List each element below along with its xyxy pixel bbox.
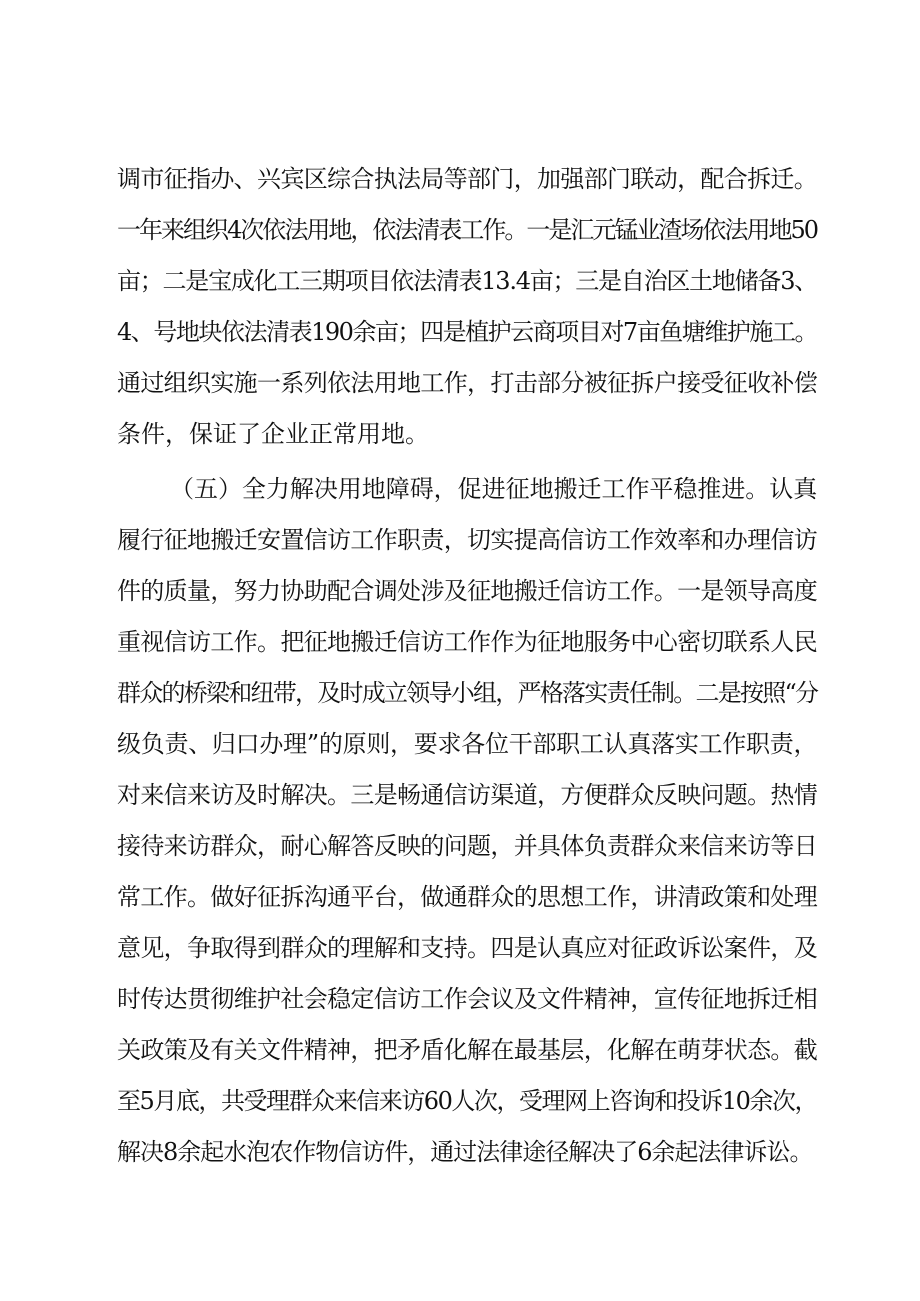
text-line: 群众的桥梁和纽带，及时成立领导小组，严格落实责任制。二是按照“分 [117,679,818,707]
text-line: 意见，争取得到群众的理解和支持。四是认真应对征政诉讼案件，及 [117,934,817,962]
text-line: 时传达贯彻维护社会稳定信访工作会议及文件精神，宣传征地拆迁相 [117,985,817,1013]
text-line: 条件，保证了企业正常用地。 [117,420,429,448]
text-line: 通过组织实施一系列依法用地工作，打击部分被征拆户接受征收补偿 [117,369,817,397]
text-line: 重视信访工作。把征地搬迁信访工作作为征地服务中心密切联系人民 [117,628,817,656]
text-line: 4、号地块依法清表190余亩；四是植护云商项目对7亩鱼塘维护施工。 [117,318,817,346]
text-line: 级负责、归口办理”的原则，要求各位干部职工认真落实工作职责， [117,730,817,758]
body-text [117,154,817,1178]
text-line: 至5月底，共受理群众来信来访60人次，受理网上咨询和投诉10余次， [117,1087,817,1115]
text-line: 调市征指办、兴宾区综合执法局等部门，加强部门联动，配合拆迁。 [117,165,817,193]
text-line: 件的质量，努力协助配合调处涉及征地搬迁信访工作。一是领导高度 [117,577,817,605]
text-line: 常工作。做好征拆沟通平台，做通群众的思想工作，讲清政策和处理 [117,883,817,911]
text-line: 关政策及有关文件精神，把矛盾化解在最基层，化解在萌芽状态。截 [117,1036,817,1064]
text-line: 履行征地搬迁安置信访工作职责，切实提高信访工作效率和办理信访 [117,526,817,554]
text-line: 对来信来访及时解决。三是畅通信访渠道，方便群众反映问题。热情 [117,781,817,809]
text-line-indented: （五）全力解决用地障碍，促进征地搬迁工作平稳推进。认真 [170,475,817,503]
text-line: 接待来访群众，耐心解答反映的问题，并具体负责群众来信来访等日 [117,832,817,860]
text-line: 一年来组织4次依法用地，依法清表工作。一是汇元锰业渣场依法用地50 [117,216,817,244]
paragraph-1 [117,154,817,460]
paragraph-2 [117,464,817,1178]
text-line: 解决8余起水泡农作物信访件，通过法律途径解决了6余起法律诉讼。 [117,1138,813,1166]
text-line: 亩；二是宝成化工三期项目依法清表13.4亩；三是自治区土地储备3、 [117,267,817,295]
